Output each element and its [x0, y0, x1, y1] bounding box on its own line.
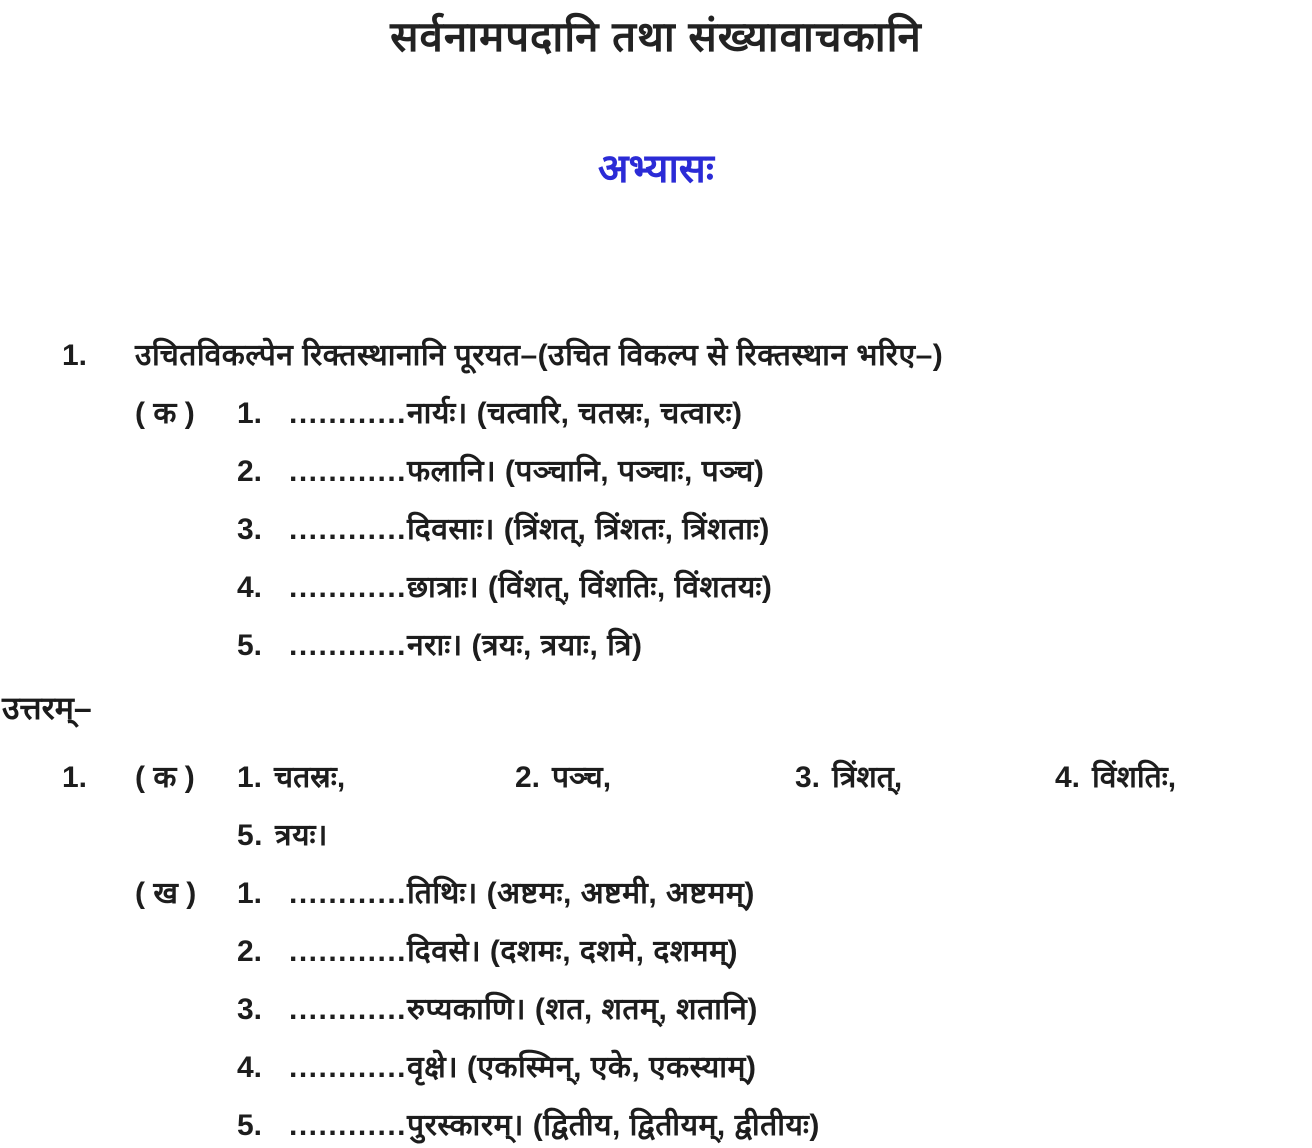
item-number: 5.	[237, 629, 263, 662]
item-number: 4.	[237, 1051, 263, 1084]
blank-dots: ............	[289, 1051, 408, 1084]
item-number: 3.	[237, 993, 263, 1026]
question-item-ka-2	[0, 450, 1312, 494]
answers-ka-row-2	[0, 814, 1312, 858]
item-number: 2.	[237, 935, 263, 968]
blank-dots: ............	[289, 571, 408, 604]
item-number: 1.	[237, 877, 263, 910]
blank-dots: ............	[289, 513, 408, 546]
item-text: नराः। (त्रयः, त्रयाः, त्रि)	[407, 629, 643, 662]
answer-2: 2. पञ्च,	[515, 761, 612, 794]
blank-dots: ............	[289, 877, 408, 910]
exercise-heading: अभ्यासः	[598, 147, 714, 191]
question-number: 1.	[62, 339, 88, 372]
blank-dots: ............	[289, 397, 408, 430]
answers-heading: उत्तरम्–	[2, 690, 92, 726]
item-number: 3.	[237, 513, 263, 546]
question-item-ka-1	[0, 392, 1312, 436]
question-instruction: उचितविकल्पेन रिक्तस्थानानि पूरयत–(उचित विकल्प से रिक्तस्थान भरिए–)	[135, 339, 944, 372]
item-text: नार्यः। (चत्वारि, चतस्रः, चत्वारः)	[407, 397, 743, 430]
answer-1: 1. चतस्रः,	[237, 761, 346, 794]
question-item-ka-4	[0, 566, 1312, 610]
item-text: तिथिः। (अष्टमः, अष्टमी, अष्टमम्)	[407, 877, 755, 910]
answer-5: 5. त्रयः।	[237, 819, 328, 852]
group-ka-label: ( क )	[135, 761, 195, 794]
question-1	[0, 334, 1312, 378]
answer-4: 4. विंशतिः,	[1055, 761, 1177, 794]
item-text: फलानि। (पञ्चानि, पञ्चाः, पञ्च)	[407, 455, 765, 488]
question-item-kha-2	[0, 930, 1312, 974]
item-text: दिवसाः। (त्रिंशत्, त्रिंशतः, त्रिंशताः)	[407, 513, 770, 546]
question-item-ka-5	[0, 624, 1312, 668]
item-text: वृक्षे। (एकस्मिन्, एके, एकस्याम्)	[407, 1051, 757, 1084]
item-number: 1.	[237, 397, 263, 430]
question-item-kha-4	[0, 1046, 1312, 1090]
group-ka-label: ( क )	[135, 397, 195, 430]
item-text: पुरस्कारम्। (द्वितीय, द्वितीयम्, द्वीतीयः)	[407, 1109, 820, 1142]
page-title: सर्वनामपदानि तथा संख्यावाचकानि	[390, 13, 922, 60]
blank-dots: ............	[289, 935, 408, 968]
blank-dots: ............	[289, 1109, 408, 1142]
item-text: छात्राः। (विंशत्, विंशतिः, विंशतयः)	[407, 571, 773, 604]
item-number: 4.	[237, 571, 263, 604]
blank-dots: ............	[289, 993, 408, 1026]
question-item-kha-5	[0, 1104, 1312, 1148]
group-kha-label: ( ख )	[135, 877, 197, 910]
question-item-kha-3	[0, 988, 1312, 1032]
answer-question-number: 1.	[62, 761, 88, 794]
question-item-kha-1	[0, 872, 1312, 916]
question-item-ka-3	[0, 508, 1312, 552]
item-number: 5.	[237, 1109, 263, 1142]
blank-dots: ............	[289, 455, 408, 488]
answers-ka-row-1	[0, 756, 1312, 800]
answer-3: 3. त्रिंशत्,	[795, 761, 903, 794]
item-number: 2.	[237, 455, 263, 488]
blank-dots: ............	[289, 629, 408, 662]
item-text: दिवसे। (दशमः, दशमे, दशमम्)	[407, 935, 739, 968]
item-text: रुप्यकाणि। (शत, शतम्, शतानि)	[407, 993, 758, 1026]
